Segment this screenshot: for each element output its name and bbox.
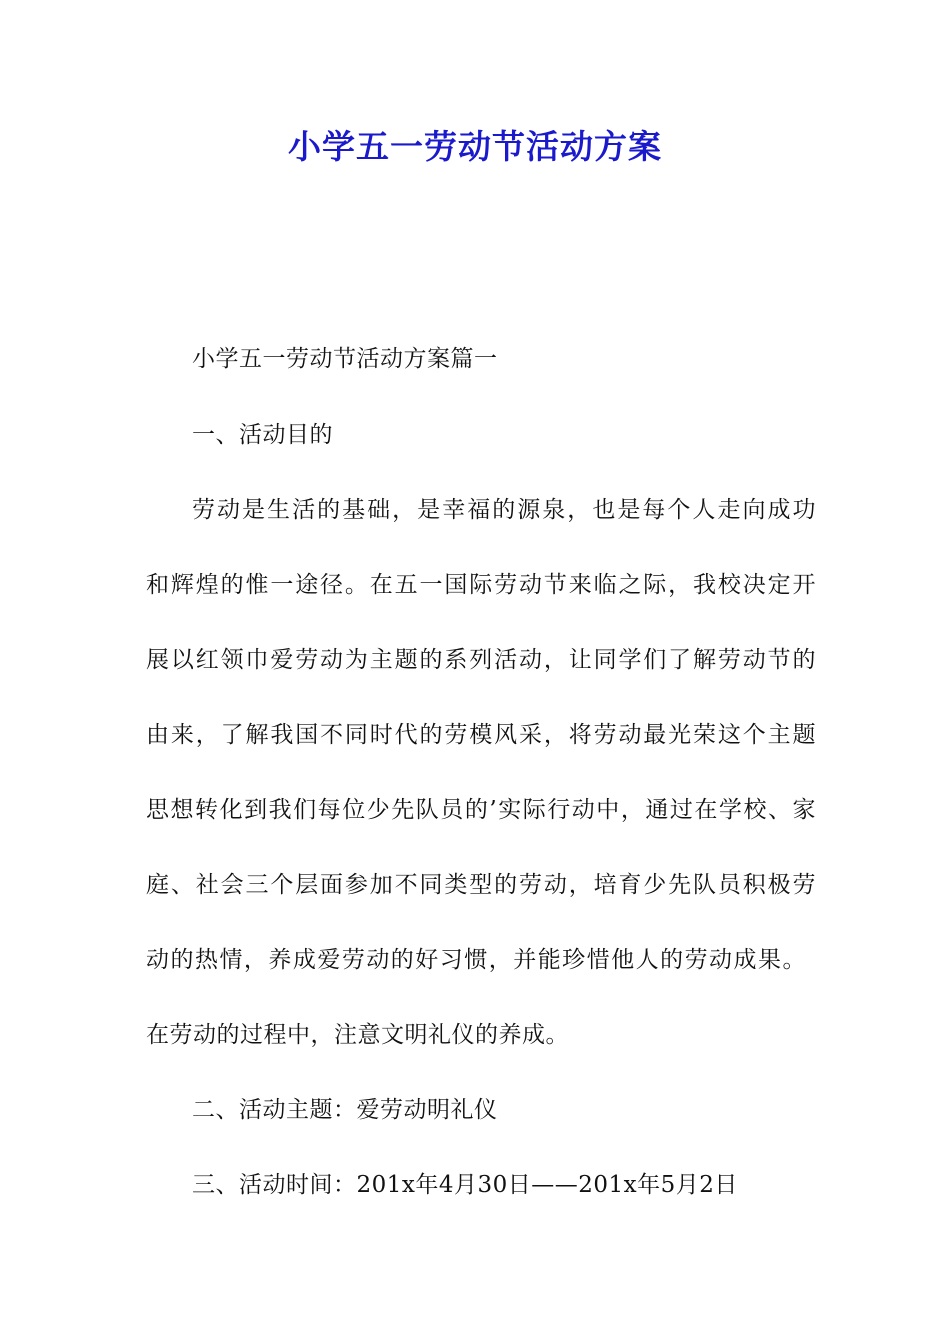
section-heading-time: 三、活动时间：201x年4月30日——201x年5月2日 [192,1172,738,1198]
paragraph-line: 由来，了解我国不同时代的劳模风采，将劳动最光荣这个主题 [146,722,816,748]
paragraph-line: 庭、社会三个层面参加不同类型的劳动，培育少先队员积极劳 [146,872,816,898]
document-subtitle: 小学五一劳动节活动方案篇一 [192,346,498,372]
section-heading-purpose: 一、活动目的 [192,422,333,448]
document-title: 小学五一劳动节活动方案 [288,127,662,166]
paragraph-line: 在劳动的过程中，注意文明礼仪的养成。 [146,1022,569,1048]
paragraph-line: 动的热情，养成爱劳动的好习惯，并能珍惜他人的劳动成果。 [146,947,806,973]
paragraph-line: 思想转化到我们每位少先队员的’实际行动中，通过在学校、家 [146,797,816,823]
paragraph-line: 劳动是生活的基础，是幸福的源泉，也是每个人走向成功 [192,497,816,523]
paragraph-line: 展以红领巾爱劳动为主题的系列活动，让同学们了解劳动节的 [146,647,816,673]
paragraph-line: 和辉煌的惟一途径。在五一国际劳动节来临之际，我校决定开 [146,572,816,598]
section-heading-theme: 二、活动主题：爱劳动明礼仪 [192,1097,498,1123]
